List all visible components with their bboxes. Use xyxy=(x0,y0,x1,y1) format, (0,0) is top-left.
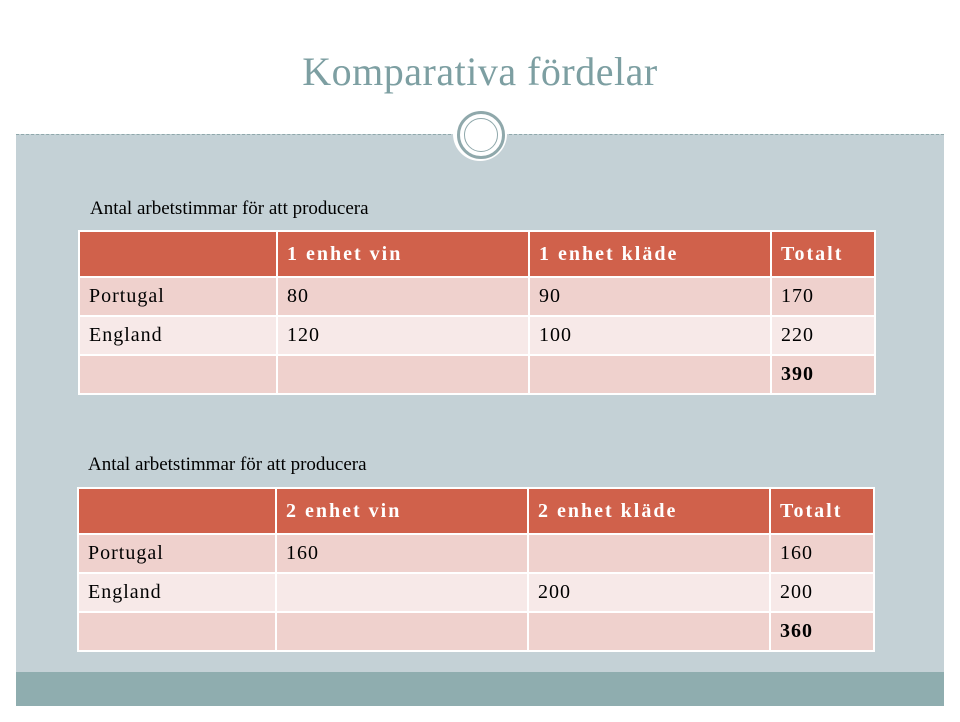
table-cell xyxy=(79,355,277,394)
table2-total-cell: 360 xyxy=(770,612,874,651)
table-cell xyxy=(529,355,771,394)
table-cell: Portugal xyxy=(78,534,276,573)
table1-caption: Antal arbetstimmar för att producera xyxy=(90,198,369,219)
table-cell: England xyxy=(78,573,276,612)
table-cell: 160 xyxy=(276,534,528,573)
table2-header-cell: 2 enhet vin xyxy=(276,488,528,534)
slide-title: Komparativa fördelar xyxy=(302,49,658,94)
table-cell: 220 xyxy=(771,316,875,355)
circle-ornament-inner xyxy=(464,118,498,152)
table-cell: 90 xyxy=(529,277,771,316)
table1-header-cell: 1 enhet kläde xyxy=(529,231,771,277)
table2-header-cell: 2 enhet kläde xyxy=(528,488,770,534)
table2-header-cell xyxy=(78,488,276,534)
title-divider-right xyxy=(509,134,944,135)
table-cell: 120 xyxy=(277,316,529,355)
table-cell xyxy=(528,612,770,651)
table-cell xyxy=(276,573,528,612)
table1 xyxy=(78,230,876,395)
table-cell: 170 xyxy=(771,277,875,316)
table-cell xyxy=(528,534,770,573)
table-cell: 80 xyxy=(277,277,529,316)
table2-caption: Antal arbetstimmar för att producera xyxy=(88,454,367,475)
table1-header-cell: Totalt xyxy=(771,231,875,277)
table-row xyxy=(79,277,875,316)
table2-header-row xyxy=(78,488,874,534)
table-cell: 160 xyxy=(770,534,874,573)
table1-header-row xyxy=(79,231,875,277)
table1-header-cell: 1 enhet vin xyxy=(277,231,529,277)
footer-bar xyxy=(16,672,944,706)
table-cell: Portugal xyxy=(79,277,277,316)
table-cell xyxy=(277,355,529,394)
table-row xyxy=(78,612,874,651)
table-row xyxy=(78,573,874,612)
table-row xyxy=(79,316,875,355)
title-divider-left xyxy=(16,134,451,135)
table-row xyxy=(78,534,874,573)
table-cell: 200 xyxy=(770,573,874,612)
table-cell: England xyxy=(79,316,277,355)
table2-header-cell: Totalt xyxy=(770,488,874,534)
table-cell xyxy=(276,612,528,651)
table2 xyxy=(77,487,875,652)
table1-total-cell: 390 xyxy=(771,355,875,394)
table1-header-cell xyxy=(79,231,277,277)
table-row xyxy=(79,355,875,394)
table-cell xyxy=(78,612,276,651)
table-cell: 200 xyxy=(528,573,770,612)
slide xyxy=(16,16,944,706)
table-cell: 100 xyxy=(529,316,771,355)
